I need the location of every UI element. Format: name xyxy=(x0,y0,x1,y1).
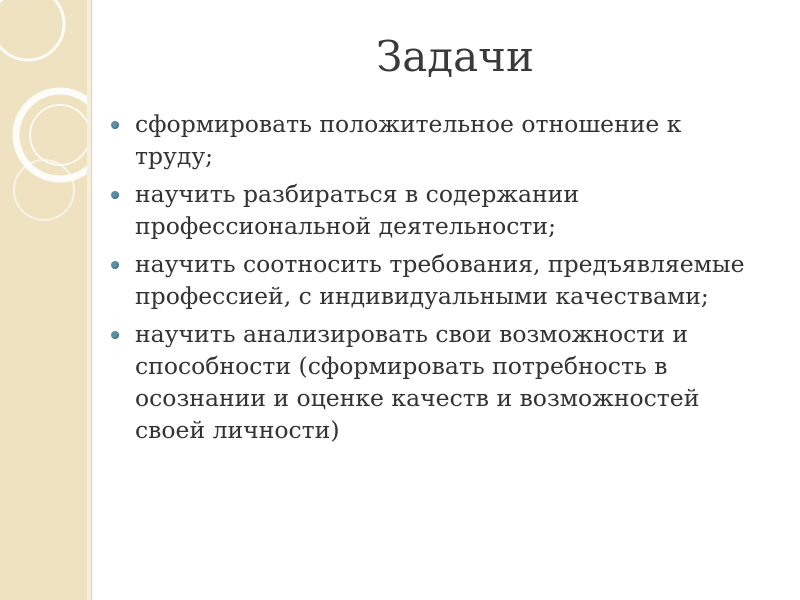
circle-decoration-icon xyxy=(0,0,87,600)
slide-title: Задачи xyxy=(376,32,534,81)
bullet-text: сформировать положительное отношение к труду; xyxy=(135,110,682,170)
bullet-text: научить разбираться в содержании профессиональной деятельности; xyxy=(135,180,579,240)
side-decor-panel xyxy=(0,0,87,600)
bullet-dot-icon xyxy=(111,121,119,129)
bullet-text: научить анализировать свои возможности и способности (сформировать потребность в осознании и оценке качеств и возможностей своей личности) xyxy=(135,320,700,444)
side-divider xyxy=(87,0,92,600)
bullet-item xyxy=(108,318,748,446)
bullet-text: научить соотносить требования, предъявляемые профессией, с индивидуальными качествами; xyxy=(135,250,745,310)
bullet-dot-icon xyxy=(111,191,119,199)
bullet-dot-icon xyxy=(111,331,119,339)
bullet-item xyxy=(108,248,748,312)
bullet-item xyxy=(108,178,748,242)
bullet-dot-icon xyxy=(111,261,119,269)
bullet-list xyxy=(108,108,748,452)
bullet-item xyxy=(108,108,748,172)
